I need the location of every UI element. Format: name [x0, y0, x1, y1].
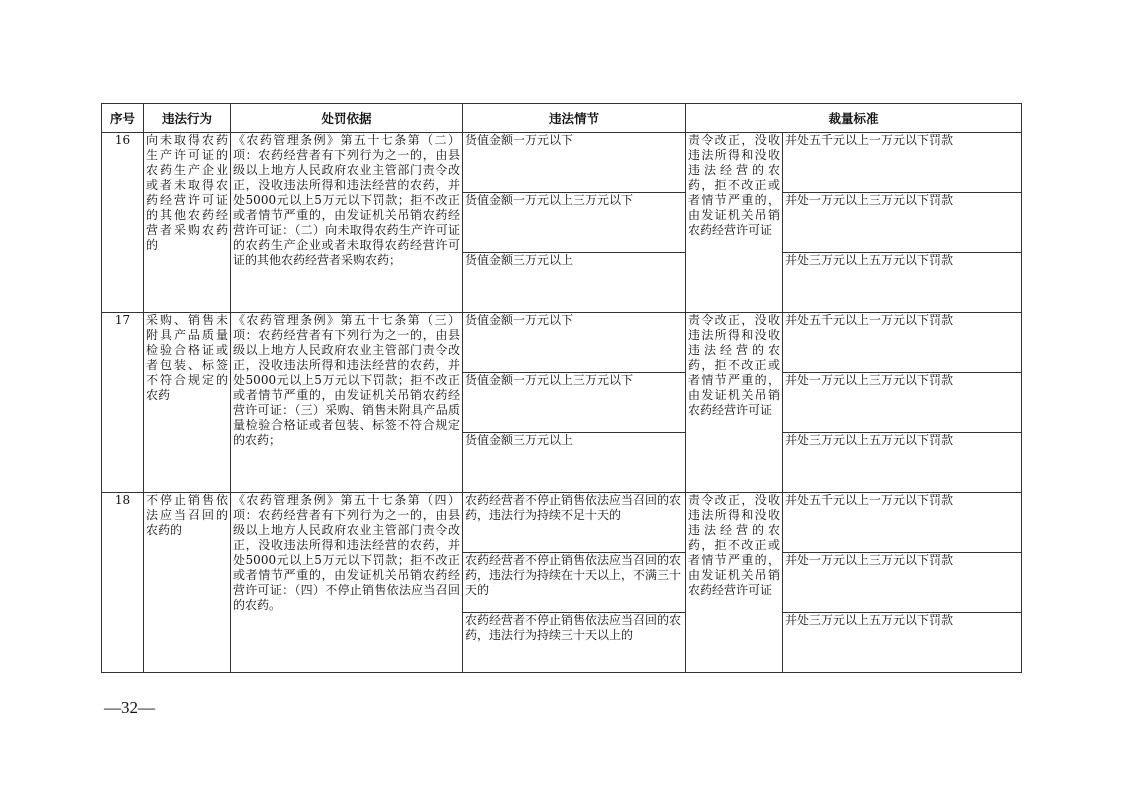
violation-circumstance: 货值金额三万元以上	[463, 433, 686, 493]
penalty-basis: 《农药管理条例》第五十七条第（二）项：农药经营者有下列行为之一的，由县级以上地方人民政府农业主管部门责令改正，没收违法所得和违法经营的农药，并处5000元以上5万元以下罚款；拒不改正或者情节严重的，由发证机关吊销农药经营许可证：（二）向未取得农药生产许可证的农药生产企业或者未取得农药经营许可证的其他农药经营者采购农药；	[231, 133, 463, 313]
penalty-discretion-table	[101, 103, 1022, 673]
violation-circumstance: 农药经营者不停止销售依法应当召回的农药，违法行为持续三十天以上的	[463, 613, 686, 673]
penalty-standard: 并处三万元以上五万元以下罚款	[783, 253, 1022, 313]
header-behavior: 违法行为	[144, 104, 231, 133]
violation-behavior: 向未取得农药生产许可证的农药生产企业或者未取得农药经营许可证的其他农药经营者采购农药的	[144, 133, 231, 313]
violation-circumstance: 货值金额一万元以下	[463, 313, 686, 373]
violation-circumstance: 货值金额三万元以上	[463, 253, 686, 313]
table-row	[102, 313, 1022, 373]
violation-behavior: 不停止销售依法应当召回的农药的	[144, 493, 231, 673]
page-number: —32—	[104, 698, 155, 717]
penalty-standard: 并处三万元以上五万元以下罚款	[783, 433, 1022, 493]
violation-circumstance: 货值金额一万元以上三万元以下	[463, 193, 686, 253]
violation-circumstance: 农药经营者不停止销售依法应当召回的农药，违法行为持续在十天以上，不满三十天的	[463, 553, 686, 613]
discretion-decision: 责令改正，没收违法所得和没收违法经营的农药，拒不改正或者情节严重的，由发证机关吊销农药经营许可证	[686, 133, 783, 313]
table-row	[102, 493, 1022, 553]
penalty-standard: 并处一万元以上三万元以下罚款	[783, 553, 1022, 613]
header-row	[102, 104, 1022, 133]
violation-circumstance: 货值金额一万元以上三万元以下	[463, 373, 686, 433]
penalty-standard: 并处五千元以上一万元以下罚款	[783, 133, 1022, 193]
penalty-standard: 并处三万元以上五万元以下罚款	[783, 613, 1022, 673]
header-no: 序号	[102, 104, 144, 133]
penalty-standard: 并处五千元以上一万元以下罚款	[783, 313, 1022, 373]
penalty-standard: 并处一万元以上三万元以下罚款	[783, 193, 1022, 253]
header-basis: 处罚依据	[231, 104, 463, 133]
penalty-standard: 并处五千元以上一万元以下罚款	[783, 493, 1022, 553]
penalty-standard: 并处一万元以上三万元以下罚款	[783, 373, 1022, 433]
violation-circumstance: 农药经营者不停止销售依法应当召回的农药，违法行为持续不足十天的	[463, 493, 686, 553]
header-circumstance: 违法情节	[463, 104, 686, 133]
row-number: 17	[102, 313, 144, 493]
row-number: 18	[102, 493, 144, 673]
discretion-decision: 责令改正，没收违法所得和没收违法经营的农药，拒不改正或者情节严重的，由发证机关吊销农药经营许可证	[686, 493, 783, 673]
violation-behavior: 采购、销售未附具产品质量检验合格证或者包装、标签不符合规定的农药	[144, 313, 231, 493]
row-number: 16	[102, 133, 144, 313]
discretion-decision: 责令改正，没收违法所得和没收违法经营的农药，拒不改正或者情节严重的，由发证机关吊销农药经营许可证	[686, 313, 783, 493]
penalty-basis: 《农药管理条例》第五十七条第（四）项：农药经营者有下列行为之一的，由县级以上地方人民政府农业主管部门责令改正，没收违法所得和违法经营的农药，并处5000元以上5万元以下罚款；拒不改正或者情节严重的，由发证机关吊销农药经营许可证：（四）不停止销售依法应当召回的农药。	[231, 493, 463, 673]
violation-circumstance: 货值金额一万元以下	[463, 133, 686, 193]
table-row	[102, 133, 1022, 193]
header-standard: 裁量标准	[686, 104, 1022, 133]
penalty-basis: 《农药管理条例》第五十七条第（三）项：农药经营者有下列行为之一的，由县级以上地方人民政府农业主管部门责令改正，没收违法所得和违法经营的农药，并处5000元以上5万元以下罚款；拒不改正或者情节严重的，由发证机关吊销农药经营许可证：（三）采购、销售未附具产品质量检验合格证或者包装、标签不符合规定的农药；	[231, 313, 463, 493]
